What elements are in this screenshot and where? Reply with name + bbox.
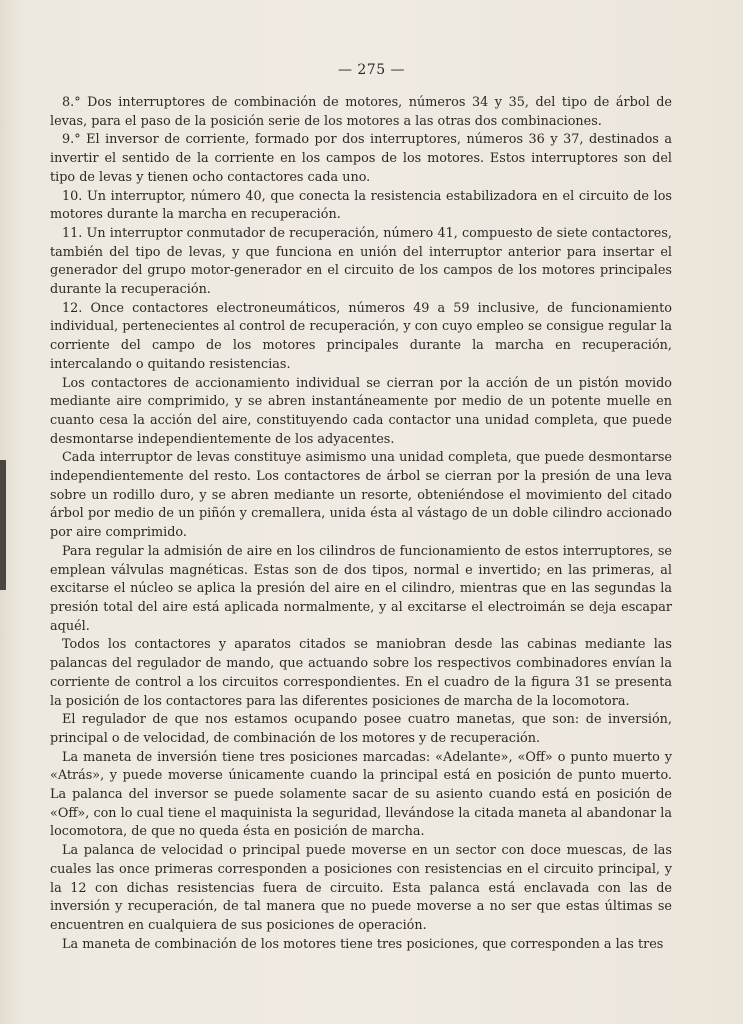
paragraph-control-levers: Todos los contactores y aparatos citados se maniobran desde las cabinas mediante las palancas del regulador de mando, que actuando sobre los respectivos combinadores envían la corriente de control a los circuitos correspondientes. En el cuadro de la figura 31 se presenta la posición de los contactores para las diferentes posiciones de marcha de la locomotora. (50, 637, 672, 709)
paragraph-speed-lever: La palanca de velocidad o principal puede moverse en un sector con doce muescas, de las cuales las once primeras corresponden a posiciones con resistencias en el circuito principal, y la 12 con dichas resistencias fuera de circuito. Esta palanca está enclavada con las de inversión y recuperación, de tal manera que no puede moverse a no ser que estas últimas se encuentren en cualquiera de sus posiciones de operación. (50, 843, 672, 933)
paragraph-cam-switch: Cada interruptor de levas constituye asimismo una unidad completa, que puede desmontarse independientemente del resto. Los contactores de árbol se cierran por la presión de una leva sobre un rodillo duro, y se abren mediante un resorte, obteniéndose el movimiento del citado árbol por medio de un piñón y cremallera, unida ésta al vástago de un doble cilindro accionado por aire comprimido. (50, 450, 672, 541)
paragraph-item-9: 9.° El inversor de corriente, formado por dos interruptores, números 36 y 37, destinados a invertir el sentido de la corriente en los campos de los motores. Estos interruptores son del tipo de levas y tienen ocho contactores cada uno. (50, 132, 672, 185)
paragraph-item-12: 12. Once contactores electroneumáticos, números 49 a 59 inclusive, de funcionamiento individual, pertenecientes al control de recuperación, y con cuyo empleo se consigue regular la corriente del campo de los motores principales durante la marcha en recuperación, intercalando o quitando resistencias. (50, 300, 672, 372)
paragraph-item-11: 11. Un interruptor conmutador de recuperación, número 41, compuesto de siete contactores, también del tipo de levas, y que funciona en unión del interruptor anterior para insertar el generador del grupo motor-generador en el circuito de los campos de los motores principales durante la recuperación. (50, 225, 672, 298)
paragraph-individual-contactors: Los contactores de accionamiento individual se cierran por la acción de un pistón movido mediante aire comprimido, y se abren instantáneamente por medio de un potente muelle en cuanto cesa la acción del aire, constituyendo cada contactor una unidad completa, que puede desmontarse independientemente de los adyacentes. (50, 375, 672, 447)
paragraph-item-10: 10. Un interruptor, número 40, que conecta la resistencia estabilizadora en el circuito de los motores durante la marcha en recuperación. (50, 188, 672, 223)
page-number: — 275 — (337, 62, 406, 78)
paragraph-item-8: 8.° Dos interruptores de combinación de motores, números 34 y 35, del tipo de árbol de levas, para el paso de la posición serie de los motores a las otras dos combinaciones. (50, 95, 672, 129)
binding-shadow (0, 460, 6, 590)
paragraph-reverser-handle: La maneta de inversión tiene tres posiciones marcadas: «Adelante», «Off» o punto muerto y «Atrás», y puede moverse únicamente cuando la principal está en posición de punto muerto. La palanca del inversor se puede solamente sacar de su asiento cuando está en posición de «Off», con lo cual tiene el maquinista la seguridad, llevándose la citada maneta al abandonar la locomotora, de que no queda ésta en posición de marcha. (50, 749, 672, 840)
body-text (50, 94, 672, 954)
paragraph-magnetic-valves: Para regular la admisión de aire en los cilindros de funcionamiento de estos interruptores, se emplean válvulas magnéticas. Estas son de dos tipos, normal e invertido; en las primeras, al excitarse el núcleo se aplica la presión del aire en el cilindro, mientras que en las segundas la presión total del aire está aplicada normalmente, y al excitarse el electroimán se deja escapar aquél. (50, 543, 672, 634)
paragraph-motor-combination: La maneta de combinación de los motores tiene tres posiciones, que corresponden a las tres (62, 936, 664, 952)
paragraph-regulator: El regulador de que nos estamos ocupando posee cuatro manetas, que son: de inversión, principal o de velocidad, de combinación de los motores y de recuperación. (50, 712, 672, 746)
